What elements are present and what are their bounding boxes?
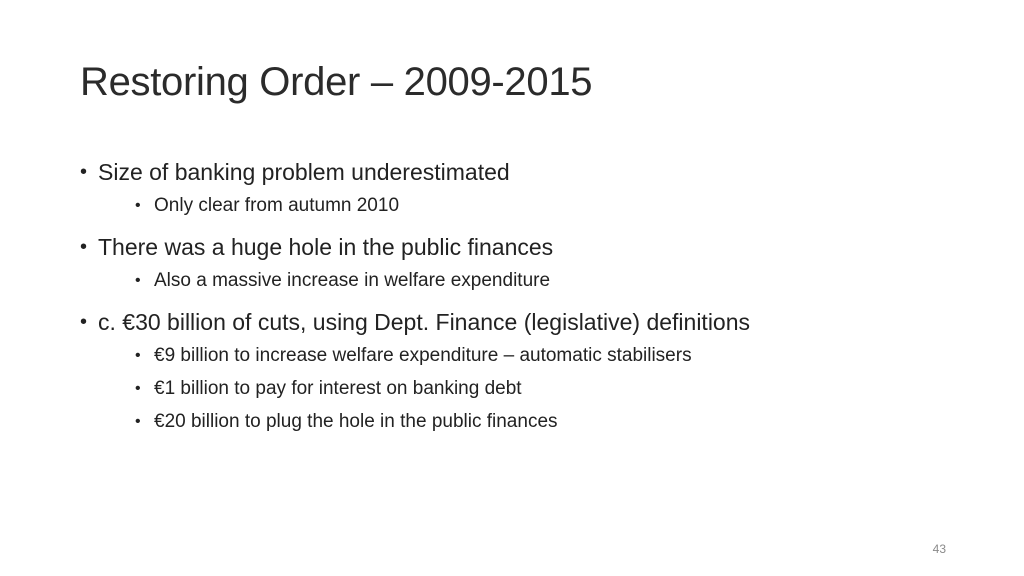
sub-bullet-list [98,339,960,438]
bullet-text: Size of banking problem underestimated [98,159,510,185]
bullet-icon: • [80,311,88,333]
slide-content [80,155,960,438]
sub-bullet-item [98,339,960,372]
bullet-text: c. €30 billion of cuts, using Dept. Finance (legislative) definitions [98,309,751,335]
page-number: 43 [932,542,946,556]
sub-bullet-text: €9 billion to increase welfare expenditure – automatic stabilisers [154,345,692,366]
sub-bullet-item [98,405,960,438]
bullet-icon: • [80,236,88,258]
bullet-list [80,155,960,438]
sub-bullet-text: €20 billion to plug the hole in the public finances [154,411,558,432]
sub-bullet-list [98,189,960,222]
bullet-icon: • [135,413,141,430]
sub-bullet-text: Also a massive increase in welfare expenditure [154,270,551,291]
bullet-item [80,230,960,297]
bullet-item [80,305,960,438]
bullet-text: There was a huge hole in the public finances [98,234,554,260]
bullet-icon: • [135,347,141,364]
sub-bullet-item [98,372,960,405]
sub-bullet-list [98,264,960,297]
bullet-icon: • [135,272,141,289]
bullet-icon: • [80,161,88,183]
bullet-icon: • [135,380,141,397]
bullet-item [80,155,960,222]
sub-bullet-item [98,264,960,297]
sub-bullet-text: €1 billion to pay for interest on banking debt [154,378,522,399]
sub-bullet-item [98,189,960,222]
sub-bullet-text: Only clear from autumn 2010 [154,195,400,216]
slide-title: Restoring Order – 2009-2015 [80,60,593,104]
bullet-icon: • [135,197,141,214]
